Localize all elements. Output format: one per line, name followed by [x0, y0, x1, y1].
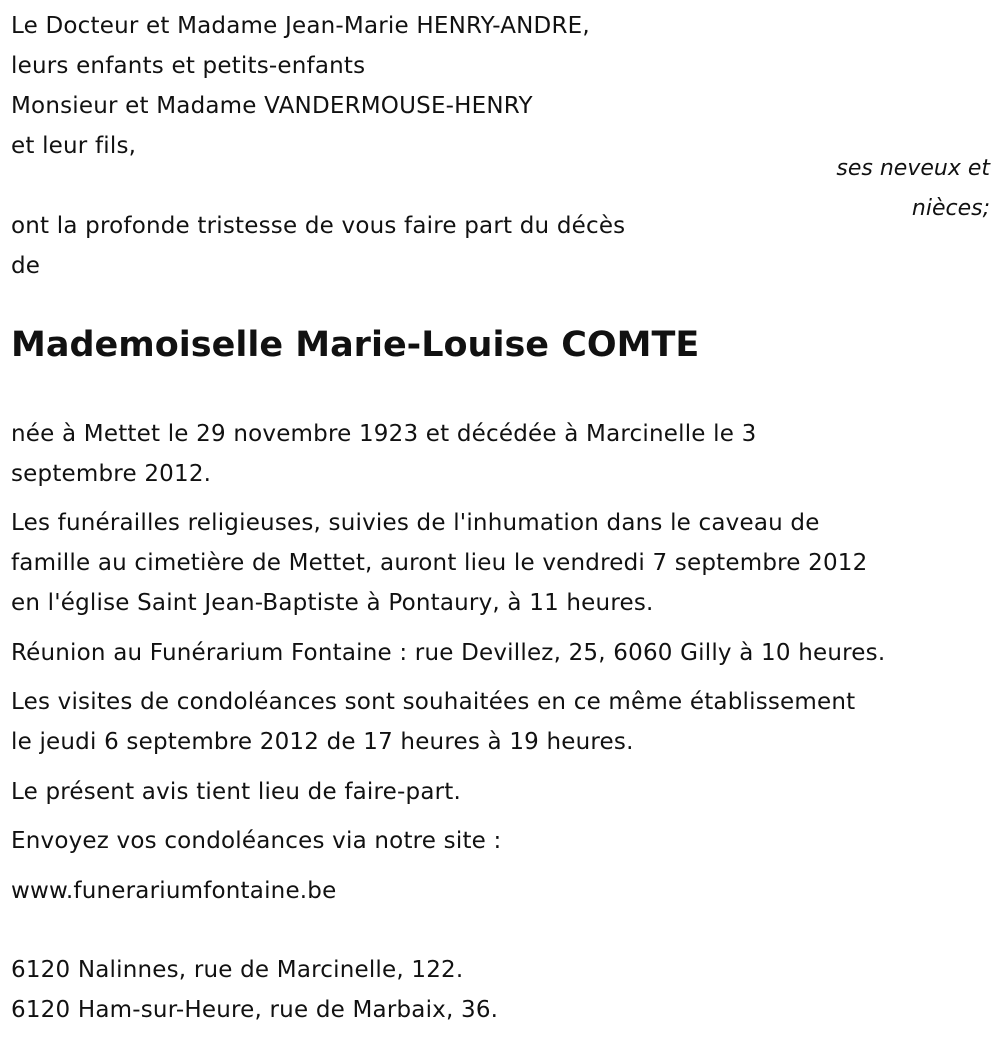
notice-line: Le présent avis tient lieu de faire-part.	[11, 779, 462, 805]
family-line-2: leurs enfants et petits-enfants	[11, 53, 366, 79]
address-2: 6120 Ham-sur-Heure, rue de Marbaix, 36.	[11, 997, 499, 1023]
condolences-label: Envoyez vos condoléances via notre site :	[11, 828, 502, 854]
family-line-3: Monsieur et Madame VANDERMOUSE-HENRY	[11, 93, 533, 119]
meeting-line: Réunion au Funérarium Fontaine : rue Devillez, 25, 6060 Gilly à 10 heures.	[11, 640, 886, 666]
visits-line-1: Les visites de condoléances sont souhaitées en ce même établissement	[11, 689, 856, 715]
address-1: 6120 Nalinnes, rue de Marcinelle, 122.	[11, 957, 464, 983]
announcement-line-2: de	[11, 253, 41, 279]
birth-death-line-1: née à Mettet le 29 novembre 1923 et décédée à Marcinelle le 3	[11, 421, 757, 447]
announcement-line-1: ont la profonde tristesse de vous faire part du décès	[11, 213, 626, 239]
funeral-line-2: famille au cimetière de Mettet, auront lieu le vendredi 7 septembre 2012	[11, 550, 868, 576]
condolences-url: www.funerariumfontaine.be	[11, 878, 337, 904]
funeral-line-3: en l'église Saint Jean-Baptiste à Pontaury, à 11 heures.	[11, 590, 654, 616]
family-line-1: Le Docteur et Madame Jean-Marie HENRY-ANDRE,	[11, 13, 590, 39]
relatives-line-1: ses neveux et	[836, 156, 990, 181]
funeral-line-1: Les funérailles religieuses, suivies de l'inhumation dans le caveau de	[11, 510, 820, 536]
relatives-line-2: nièces;	[911, 196, 990, 221]
family-line-4: et leur fils,	[11, 133, 137, 159]
visits-line-2: le jeudi 6 septembre 2012 de 17 heures à 19 heures.	[11, 729, 634, 755]
deceased-name: Mademoiselle Marie-Louise COMTE	[11, 325, 700, 365]
birth-death-line-2: septembre 2012.	[11, 461, 212, 487]
